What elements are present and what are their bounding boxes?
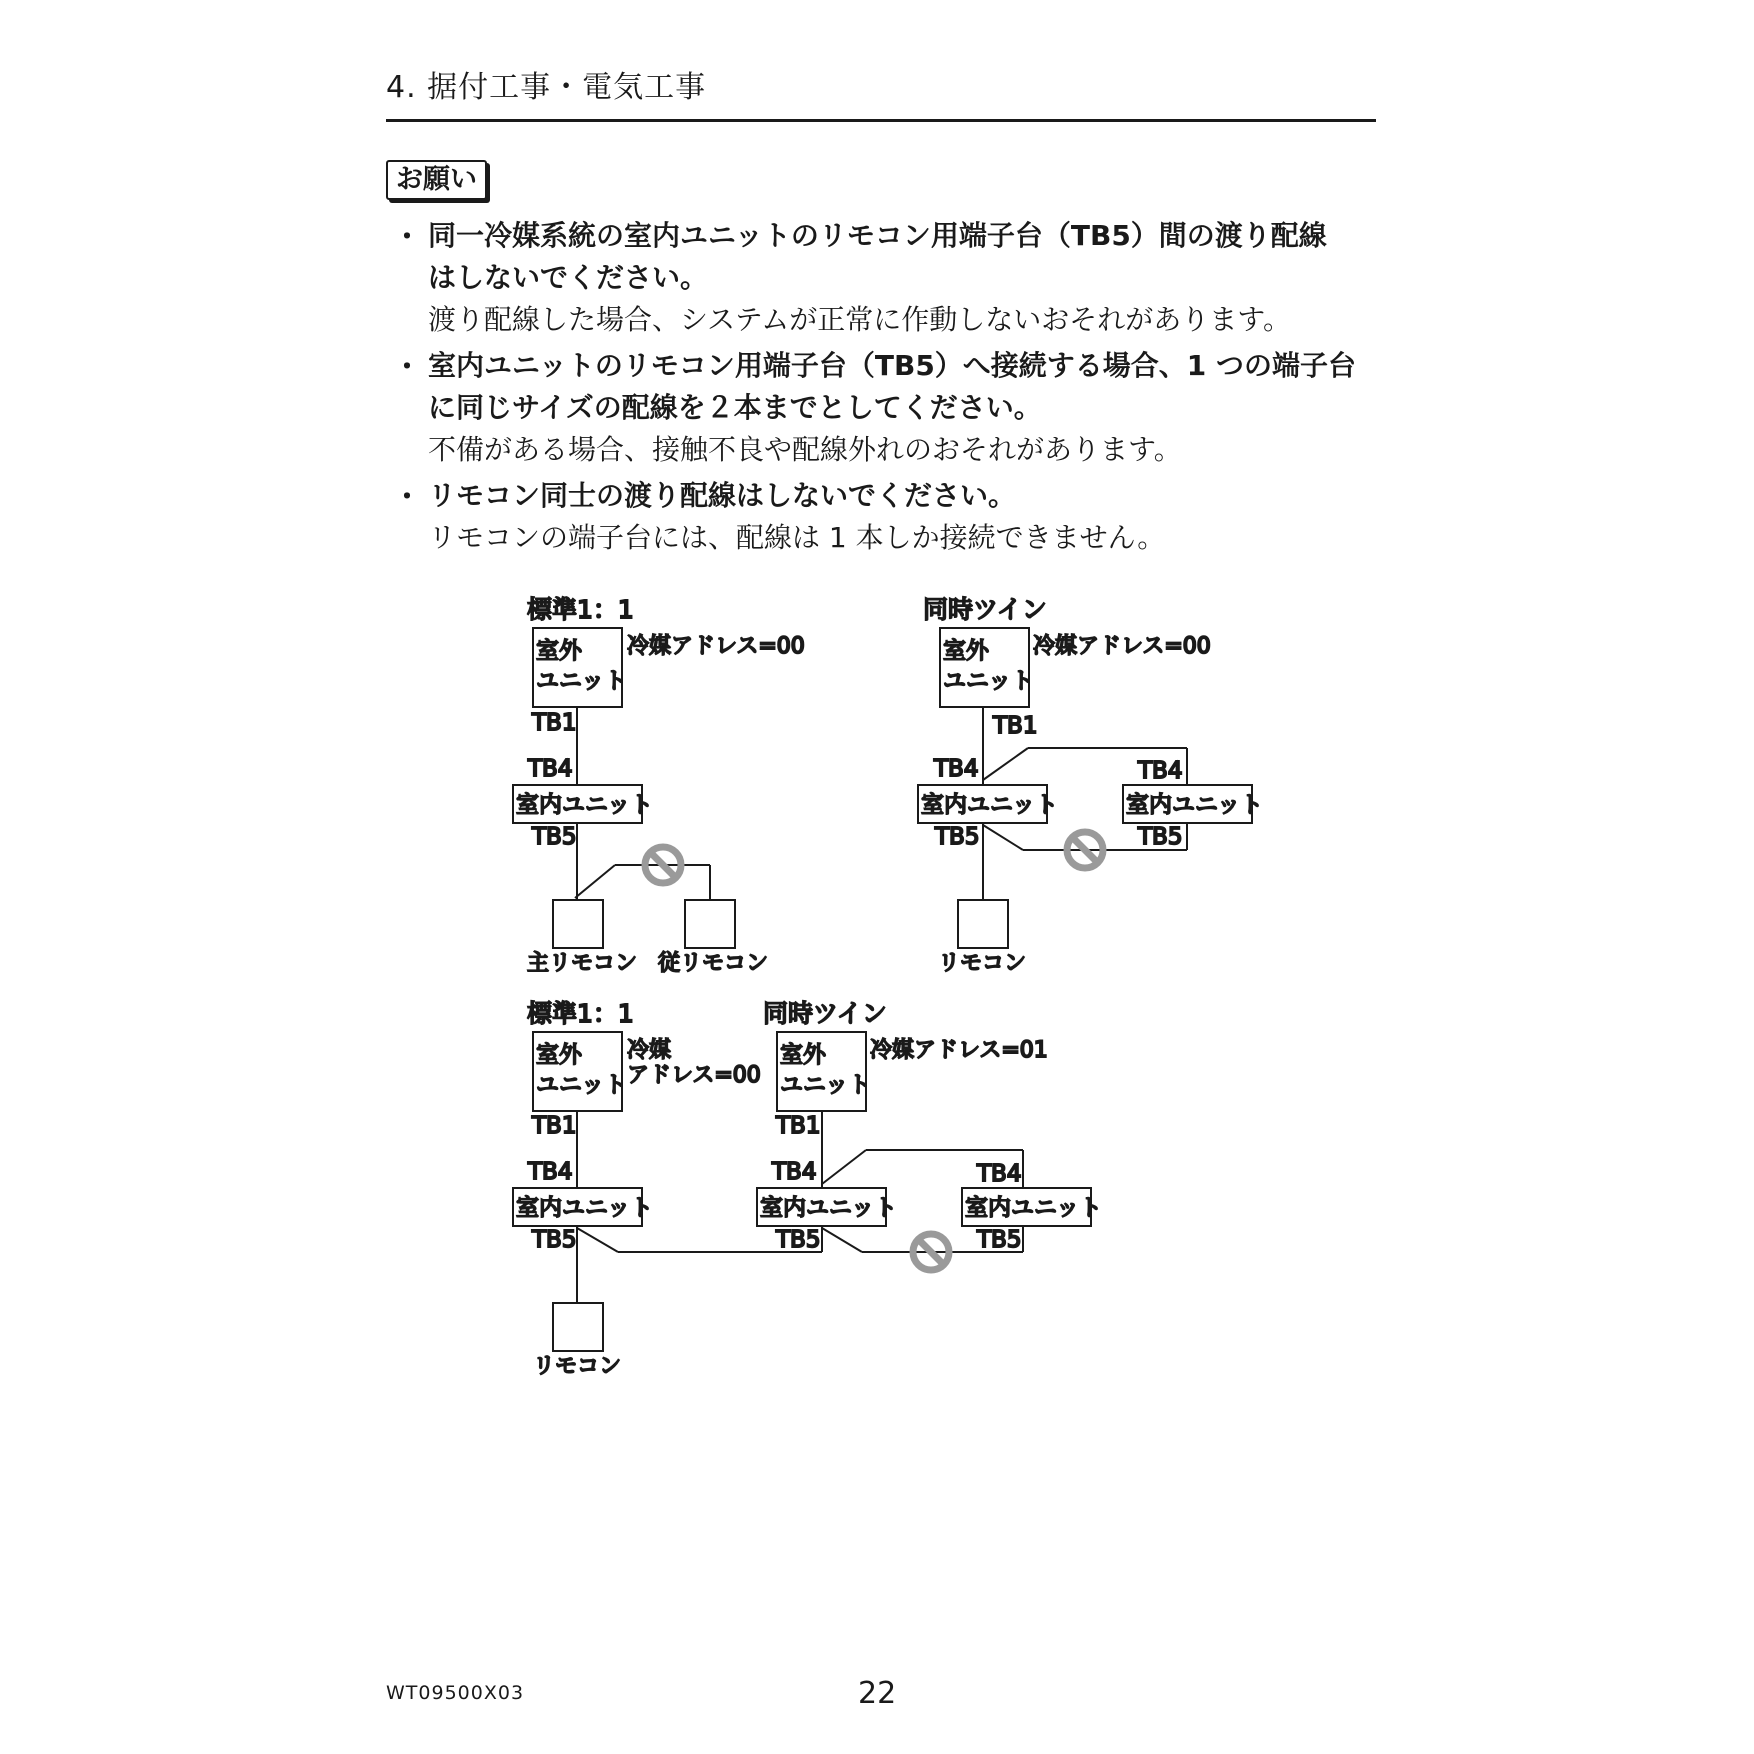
wire <box>575 865 615 898</box>
bullet: ・ <box>393 480 422 513</box>
outdoor-unit-label: 室外 <box>536 1042 582 1068</box>
notice-item-3-normal: リモコンの端子台には、配線は 1 本しか接続できません。 <box>428 521 1166 554</box>
outdoor-unit-label: 室外 <box>536 638 582 664</box>
remote-box <box>685 900 735 948</box>
diagram-title: 同時ツイン <box>923 595 1047 624</box>
bullet: ・ <box>393 220 422 253</box>
outdoor-unit-label: 室外 <box>943 638 989 664</box>
indoor-unit-label: 室内ユニット <box>760 1195 898 1221</box>
diagram-title: 同時ツイン <box>763 999 887 1028</box>
wire <box>983 748 1028 780</box>
terminal-tb4: TB4 <box>977 1161 1022 1187</box>
outdoor-unit-label: ユニット <box>536 668 628 694</box>
indoor-unit-label: 室内ユニット <box>965 1195 1103 1221</box>
notice-item-1-normal: 渡り配線した場合、システムが正常に作動しないおそれがあります。 <box>428 303 1291 336</box>
terminal-tb5: TB5 <box>532 824 577 850</box>
terminal-tb5: TB5 <box>532 1227 577 1253</box>
refrigerant-address: 冷媒 <box>627 1038 672 1063</box>
terminal-tb4: TB4 <box>1138 758 1183 784</box>
notice-item-2-normal: 不備がある場合、接触不良や配線外れのおそれがあります。 <box>428 433 1182 466</box>
terminal-tb1: TB1 <box>776 1113 821 1139</box>
notice-item-2-bold: 室内ユニットのリモコン用端子台（TB5）へ接続する場合、1 つの端子台 に同じサイズの配線を２本までとしてください。 <box>428 349 1357 424</box>
diagram-twin-1 <box>918 595 1263 976</box>
outdoor-unit-label: ユニット <box>536 1072 628 1098</box>
bullet: ・ <box>393 350 422 383</box>
terminal-tb4: TB4 <box>934 756 979 782</box>
terminal-tb1: TB1 <box>532 710 577 736</box>
diagram-standard-1 <box>513 595 805 976</box>
indoor-unit-label: 室内ユニット <box>1126 792 1264 818</box>
document-code: WT09500X03 <box>386 1682 525 1704</box>
diagram-title: 標準1：1 <box>527 999 634 1028</box>
wire <box>577 1228 618 1252</box>
terminal-tb5: TB5 <box>776 1227 821 1253</box>
main-remote-label: 主リモコン <box>527 951 638 976</box>
notice-label: お願い <box>386 160 487 200</box>
remote-label: リモコン <box>533 1354 622 1379</box>
notice-item-1-bold: 同一冷媒系統の室内ユニットのリモコン用端子台（TB5）間の渡り配線 はしないでください。 <box>428 219 1327 294</box>
terminal-tb1: TB1 <box>532 1113 577 1139</box>
remote-box <box>553 1303 603 1351</box>
wire <box>822 1150 866 1184</box>
outdoor-unit-label: ユニット <box>943 668 1035 694</box>
indoor-unit-label: 室内ユニット <box>921 792 1059 818</box>
terminal-tb4: TB4 <box>772 1159 817 1185</box>
notice-item-3-bold: リモコン同士の渡り配線はしないでください。 <box>428 479 1017 512</box>
terminal-tb4: TB4 <box>528 756 573 782</box>
terminal-tb5: TB5 <box>935 824 980 850</box>
wire <box>822 1228 862 1252</box>
outdoor-unit-label: 室外 <box>780 1042 826 1068</box>
refrigerant-address: アドレス=00 <box>627 1063 761 1088</box>
refrigerant-address: 冷媒アドレス=01 <box>870 1038 1048 1063</box>
refrigerant-address: 冷媒アドレス=00 <box>627 634 805 659</box>
remote-box <box>958 900 1008 948</box>
terminal-tb1: TB1 <box>993 713 1038 739</box>
indoor-unit-label: 室内ユニット <box>516 1195 654 1221</box>
remote-box <box>553 900 603 948</box>
section-header: 4. 据付工事・電気工事 <box>386 70 707 105</box>
sub-remote-label: 従リモコン <box>658 951 769 976</box>
wire <box>983 825 1023 850</box>
refrigerant-address: 冷媒アドレス=00 <box>1033 634 1211 659</box>
diagram-title: 標準1：1 <box>527 595 634 624</box>
terminal-tb5: TB5 <box>977 1227 1022 1253</box>
page-number: 22 <box>858 1676 897 1711</box>
indoor-unit-label: 室内ユニット <box>516 792 654 818</box>
remote-label: リモコン <box>938 951 1027 976</box>
outdoor-unit-label: ユニット <box>780 1072 872 1098</box>
diagram-standard-twin <box>513 999 1102 1379</box>
terminal-tb5: TB5 <box>1138 824 1183 850</box>
terminal-tb4: TB4 <box>528 1159 573 1185</box>
